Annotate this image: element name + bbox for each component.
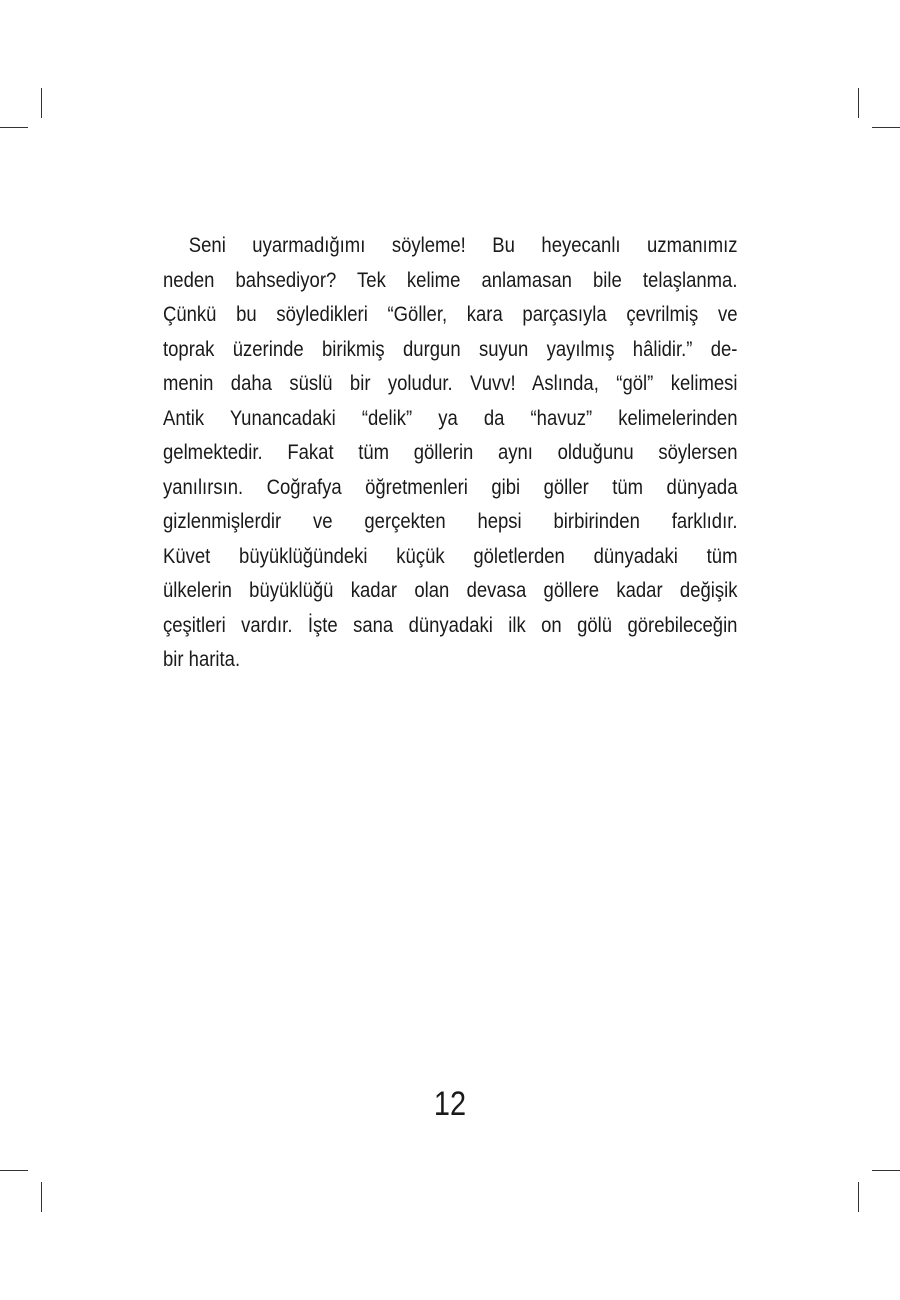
paragraph-line: toprak üzerinde birikmiş durgun suyun yayılmış hâlidir.” de- [163,336,738,361]
paragraph-line: gelmektedir. Fakat tüm göllerin aynı olduğunu söylersen [163,440,738,464]
page-number: 12 [433,1085,467,1123]
paragraph-line: Antik Yunancadaki “delik” ya da “havuz” kelimelerinden [163,405,738,430]
crop-mark-bottom-left-horizontal [0,1170,28,1171]
paragraph-line: Çünkü bu söyledikleri “Göller, kara parçasıyla çevrilmiş ve [163,302,738,326]
crop-mark-bottom-left-vertical [41,1182,42,1212]
paragraph-line: Seni uyarmadığımı söyleme! Bu heyecanlı uzmanımız [188,233,738,257]
crop-mark-top-right-horizontal [872,127,900,128]
paragraph-line: gizlenmişlerdir ve gerçekten hepsi birbirinden farklıdır. [163,509,738,533]
crop-mark-top-left-horizontal [0,127,28,128]
paragraph-line: Küvet büyüklüğündeki küçük göletlerden dünyadaki tüm [163,543,738,568]
crop-mark-top-left-vertical [41,88,42,118]
paragraph-line: yanılırsın. Coğrafya öğretmenleri gibi göller tüm dünyada [163,474,738,499]
paragraph-line: bir harita. [163,647,241,671]
paragraph-line: çeşitleri vardır. İşte sana dünyadaki ilk on gölü görebileceğin [163,612,738,637]
paragraph-line: neden bahsediyor? Tek kelime anlamasan bile telaşlanma. [163,267,738,292]
crop-mark-top-right-vertical [858,88,859,118]
paragraph-line: menin daha süslü bir yoludur. Vuvv! Aslında, “göl” kelimesi [163,371,738,395]
paragraph-line: ülkelerin büyüklüğü kadar olan devasa göllere kadar değişik [163,578,738,602]
crop-mark-bottom-right-horizontal [872,1170,900,1171]
crop-mark-bottom-right-vertical [858,1182,859,1212]
body-paragraph [163,228,738,677]
